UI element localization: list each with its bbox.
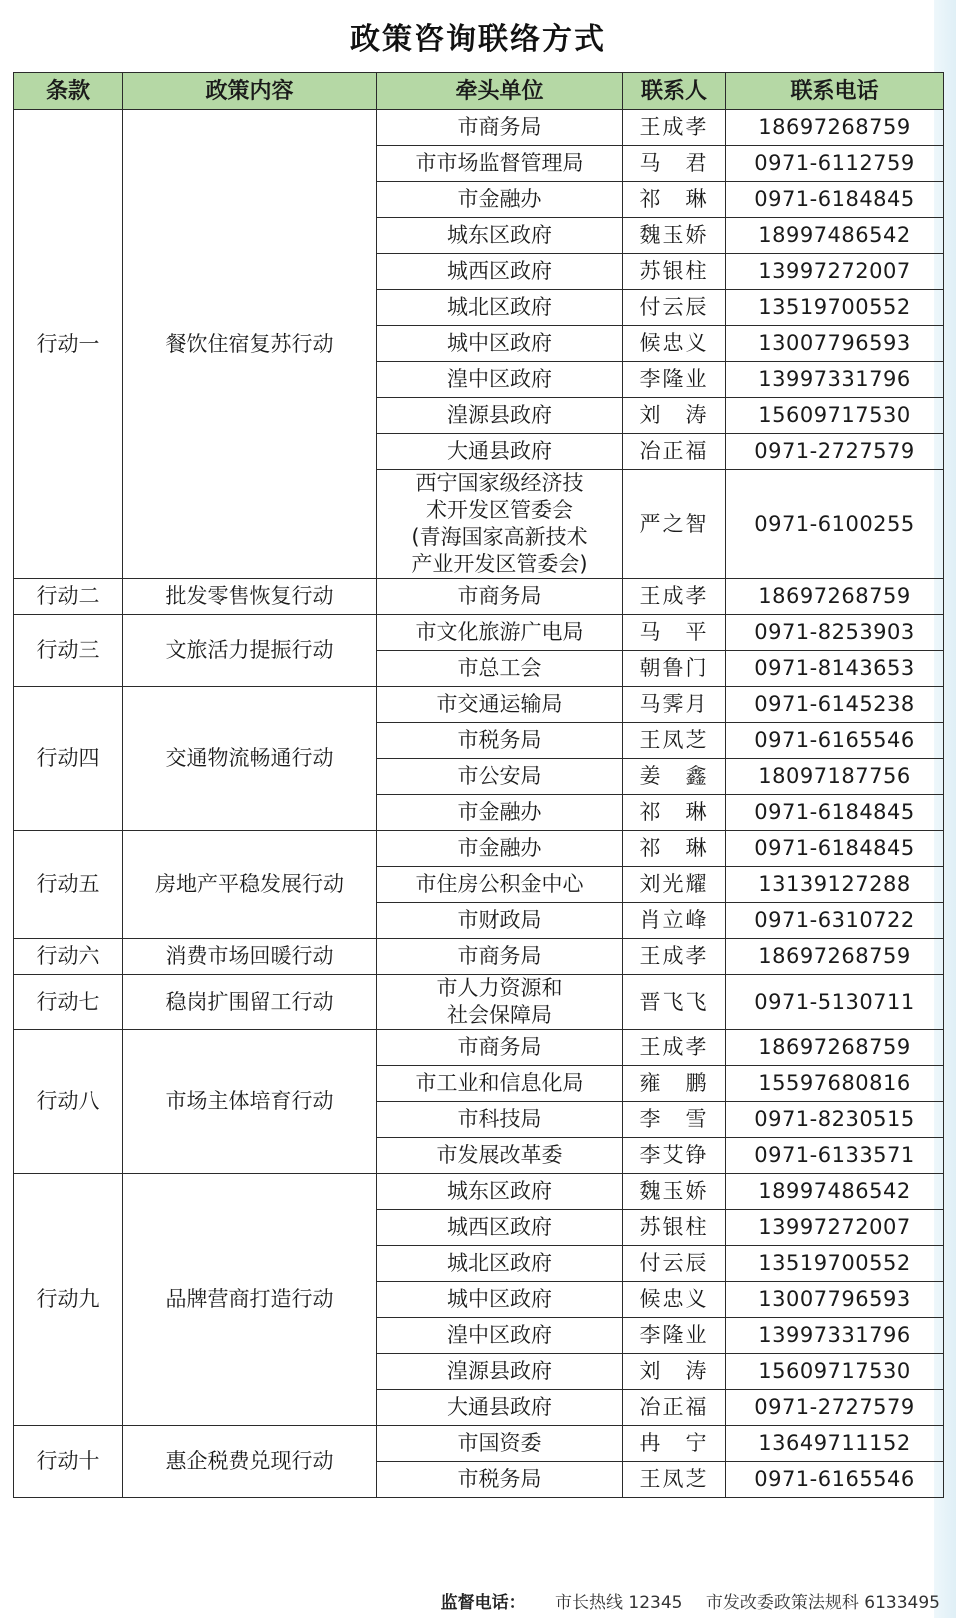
table-header-row bbox=[14, 73, 944, 110]
footer bbox=[0, 1588, 940, 1613]
phone-cell: 18697268759 bbox=[726, 579, 944, 615]
lead-unit-cell: 市交通运输局 bbox=[377, 687, 623, 723]
policy-content-cell: 餐饮住宿复苏行动 bbox=[123, 110, 377, 579]
lead-unit-line: 西宁国家级经济技 bbox=[415, 471, 584, 495]
phone-cell: 13007796593 bbox=[726, 1282, 944, 1318]
phone-cell: 0971-6310722 bbox=[726, 903, 944, 939]
page-title: 政策咨询联络方式 bbox=[350, 22, 606, 57]
contact-person-cell: 马 君 bbox=[623, 146, 726, 182]
header-content: 政策内容 bbox=[123, 73, 377, 110]
contact-person-cell: 苏银柱 bbox=[623, 1210, 726, 1246]
lead-unit-cell: 市总工会 bbox=[377, 651, 623, 687]
phone-cell: 0971-6184845 bbox=[726, 182, 944, 218]
contact-person-cell: 候忠义 bbox=[623, 1282, 726, 1318]
contact-person-cell: 王凤芝 bbox=[623, 1462, 726, 1498]
contact-person-cell: 严之智 bbox=[623, 470, 726, 579]
lead-unit-cell: 湟中区政府 bbox=[377, 362, 623, 398]
lead-unit-cell bbox=[377, 470, 623, 579]
phone-cell: 0971-5130711 bbox=[726, 975, 944, 1030]
contact-person-cell: 李艾铮 bbox=[623, 1138, 726, 1174]
phone-cell: 13649711152 bbox=[726, 1426, 944, 1462]
header-phone: 联系电话 bbox=[726, 73, 944, 110]
table-body bbox=[14, 110, 944, 1498]
lead-unit-cell: 市商务局 bbox=[377, 110, 623, 146]
contact-person-cell: 付云辰 bbox=[623, 290, 726, 326]
policy-content-cell: 市场主体培育行动 bbox=[123, 1030, 377, 1174]
lead-unit-cell: 大通县政府 bbox=[377, 1390, 623, 1426]
contact-person-cell: 王成孝 bbox=[623, 939, 726, 975]
lead-unit-cell: 市商务局 bbox=[377, 579, 623, 615]
lead-unit-cell: 市税务局 bbox=[377, 723, 623, 759]
phone-cell: 0971-6165546 bbox=[726, 1462, 944, 1498]
phone-cell: 18697268759 bbox=[726, 939, 944, 975]
lead-unit-cell: 市工业和信息化局 bbox=[377, 1066, 623, 1102]
lead-unit-cell: 湟源县政府 bbox=[377, 398, 623, 434]
phone-cell: 0971-6184845 bbox=[726, 795, 944, 831]
contact-person-cell: 刘光耀 bbox=[623, 867, 726, 903]
header-person: 联系人 bbox=[623, 73, 726, 110]
clause-cell: 行动七 bbox=[14, 975, 123, 1030]
policy-content-cell: 文旅活力提振行动 bbox=[123, 615, 377, 687]
phone-cell: 0971-6100255 bbox=[726, 470, 944, 579]
table-row bbox=[14, 1426, 944, 1462]
phone-cell: 0971-6184845 bbox=[726, 831, 944, 867]
policy-content-cell: 惠企税费兑现行动 bbox=[123, 1426, 377, 1498]
lead-unit-cell: 城东区政府 bbox=[377, 218, 623, 254]
lead-unit-cell: 市金融办 bbox=[377, 831, 623, 867]
phone-cell: 13007796593 bbox=[726, 326, 944, 362]
clause-cell: 行动四 bbox=[14, 687, 123, 831]
lead-unit-cell: 城西区政府 bbox=[377, 1210, 623, 1246]
table-row bbox=[14, 615, 944, 651]
contact-person-cell: 冶正福 bbox=[623, 434, 726, 470]
lead-unit-cell bbox=[377, 975, 623, 1030]
lead-unit-cell: 市科技局 bbox=[377, 1102, 623, 1138]
table-row bbox=[14, 831, 944, 867]
contact-person-cell: 冶正福 bbox=[623, 1390, 726, 1426]
phone-cell: 0971-8253903 bbox=[726, 615, 944, 651]
phone-cell: 0971-8230515 bbox=[726, 1102, 944, 1138]
clause-cell: 行动三 bbox=[14, 615, 123, 687]
contact-person-cell: 祁 琳 bbox=[623, 831, 726, 867]
lead-unit-line: (青海国家高新技术 bbox=[411, 525, 588, 549]
contact-person-cell: 付云辰 bbox=[623, 1246, 726, 1282]
footer-hotline: 市长热线 12345 bbox=[554, 1593, 683, 1613]
lead-unit-cell: 市金融办 bbox=[377, 795, 623, 831]
lead-unit-cell: 城北区政府 bbox=[377, 290, 623, 326]
policy-content-cell: 房地产平稳发展行动 bbox=[123, 831, 377, 939]
phone-cell: 0971-2727579 bbox=[726, 434, 944, 470]
contact-person-cell: 王成孝 bbox=[623, 579, 726, 615]
phone-cell: 18697268759 bbox=[726, 1030, 944, 1066]
contact-person-cell: 王成孝 bbox=[623, 110, 726, 146]
contact-person-cell: 祁 琳 bbox=[623, 182, 726, 218]
contact-person-cell: 冉 宁 bbox=[623, 1426, 726, 1462]
lead-unit-cell: 大通县政府 bbox=[377, 434, 623, 470]
phone-cell: 0971-6133571 bbox=[726, 1138, 944, 1174]
lead-unit-cell: 市金融办 bbox=[377, 182, 623, 218]
contact-person-cell: 刘 涛 bbox=[623, 398, 726, 434]
lead-unit-cell: 城北区政府 bbox=[377, 1246, 623, 1282]
lead-unit-cell: 市财政局 bbox=[377, 903, 623, 939]
contact-person-cell: 姜 鑫 bbox=[623, 759, 726, 795]
lead-unit-cell: 市税务局 bbox=[377, 1462, 623, 1498]
phone-cell: 13997331796 bbox=[726, 1318, 944, 1354]
lead-unit-cell: 市住房公积金中心 bbox=[377, 867, 623, 903]
phone-cell: 15609717530 bbox=[726, 398, 944, 434]
lead-unit-line: 市人力资源和 bbox=[436, 976, 563, 1000]
lead-unit-cell: 市商务局 bbox=[377, 1030, 623, 1066]
phone-cell: 0971-6112759 bbox=[726, 146, 944, 182]
contact-person-cell: 马 平 bbox=[623, 615, 726, 651]
lead-unit-cell: 湟中区政府 bbox=[377, 1318, 623, 1354]
phone-cell: 18997486542 bbox=[726, 218, 944, 254]
phone-cell: 13139127288 bbox=[726, 867, 944, 903]
phone-cell: 0971-6145238 bbox=[726, 687, 944, 723]
lead-unit-line: 社会保障局 bbox=[447, 1003, 552, 1027]
lead-unit-cell: 市市场监督管理局 bbox=[377, 146, 623, 182]
contact-person-cell: 王凤芝 bbox=[623, 723, 726, 759]
phone-cell: 13997331796 bbox=[726, 362, 944, 398]
phone-cell: 15609717530 bbox=[726, 1354, 944, 1390]
policy-content-cell: 批发零售恢复行动 bbox=[123, 579, 377, 615]
footer-label: 监督电话： bbox=[440, 1593, 526, 1613]
lead-unit-cell: 城西区政府 bbox=[377, 254, 623, 290]
contact-person-cell: 李隆业 bbox=[623, 362, 726, 398]
clause-cell: 行动二 bbox=[14, 579, 123, 615]
contact-person-cell: 祁 琳 bbox=[623, 795, 726, 831]
contact-person-cell: 候忠义 bbox=[623, 326, 726, 362]
phone-cell: 0971-2727579 bbox=[726, 1390, 944, 1426]
lead-unit-cell: 湟源县政府 bbox=[377, 1354, 623, 1390]
lead-unit-cell: 城东区政府 bbox=[377, 1174, 623, 1210]
table-row bbox=[14, 975, 944, 1030]
lead-unit-cell: 城中区政府 bbox=[377, 326, 623, 362]
lead-unit-cell: 市发展改革委 bbox=[377, 1138, 623, 1174]
header-unit: 牵头单位 bbox=[377, 73, 623, 110]
table-row bbox=[14, 687, 944, 723]
clause-cell: 行动十 bbox=[14, 1426, 123, 1498]
table-row bbox=[14, 1030, 944, 1066]
contact-person-cell: 肖立峰 bbox=[623, 903, 726, 939]
contact-table bbox=[13, 72, 944, 1498]
footer-policy-office: 市发改委政策法规科 6133495 bbox=[705, 1593, 940, 1613]
clause-cell: 行动一 bbox=[14, 110, 123, 579]
header-clause: 条款 bbox=[14, 73, 123, 110]
table-row bbox=[14, 1174, 944, 1210]
table-row bbox=[14, 110, 944, 146]
contact-person-cell: 马霁月 bbox=[623, 687, 726, 723]
lead-unit-cell: 市商务局 bbox=[377, 939, 623, 975]
phone-cell: 13519700552 bbox=[726, 290, 944, 326]
contact-person-cell: 刘 涛 bbox=[623, 1354, 726, 1390]
phone-cell: 18697268759 bbox=[726, 110, 944, 146]
lead-unit-cell: 城中区政府 bbox=[377, 1282, 623, 1318]
policy-content-cell: 交通物流畅通行动 bbox=[123, 687, 377, 831]
contact-person-cell: 朝鲁门 bbox=[623, 651, 726, 687]
table-row bbox=[14, 939, 944, 975]
clause-cell: 行动五 bbox=[14, 831, 123, 939]
clause-cell: 行动九 bbox=[14, 1174, 123, 1426]
lead-unit-cell: 市国资委 bbox=[377, 1426, 623, 1462]
clause-cell: 行动八 bbox=[14, 1030, 123, 1174]
phone-cell: 15597680816 bbox=[726, 1066, 944, 1102]
lead-unit-line: 术开发区管委会 bbox=[426, 498, 573, 522]
phone-cell: 18097187756 bbox=[726, 759, 944, 795]
phone-cell: 0971-6165546 bbox=[726, 723, 944, 759]
phone-cell: 13519700552 bbox=[726, 1246, 944, 1282]
contact-person-cell: 魏玉娇 bbox=[623, 218, 726, 254]
clause-cell: 行动六 bbox=[14, 939, 123, 975]
contact-person-cell: 雍 鹏 bbox=[623, 1066, 726, 1102]
phone-cell: 18997486542 bbox=[726, 1174, 944, 1210]
contact-person-cell: 魏玉娇 bbox=[623, 1174, 726, 1210]
table-row bbox=[14, 579, 944, 615]
lead-unit-line: 产业开发区管委会) bbox=[411, 552, 588, 576]
phone-cell: 13997272007 bbox=[726, 254, 944, 290]
lead-unit-cell: 市文化旅游广电局 bbox=[377, 615, 623, 651]
contact-person-cell: 王成孝 bbox=[623, 1030, 726, 1066]
policy-content-cell: 品牌营商打造行动 bbox=[123, 1174, 377, 1426]
policy-content-cell: 稳岗扩围留工行动 bbox=[123, 975, 377, 1030]
contact-person-cell: 苏银柱 bbox=[623, 254, 726, 290]
policy-content-cell: 消费市场回暖行动 bbox=[123, 939, 377, 975]
contact-person-cell: 李隆业 bbox=[623, 1318, 726, 1354]
phone-cell: 0971-8143653 bbox=[726, 651, 944, 687]
contact-person-cell: 李 雪 bbox=[623, 1102, 726, 1138]
lead-unit-cell: 市公安局 bbox=[377, 759, 623, 795]
phone-cell: 13997272007 bbox=[726, 1210, 944, 1246]
contact-person-cell: 晋飞飞 bbox=[623, 975, 726, 1030]
